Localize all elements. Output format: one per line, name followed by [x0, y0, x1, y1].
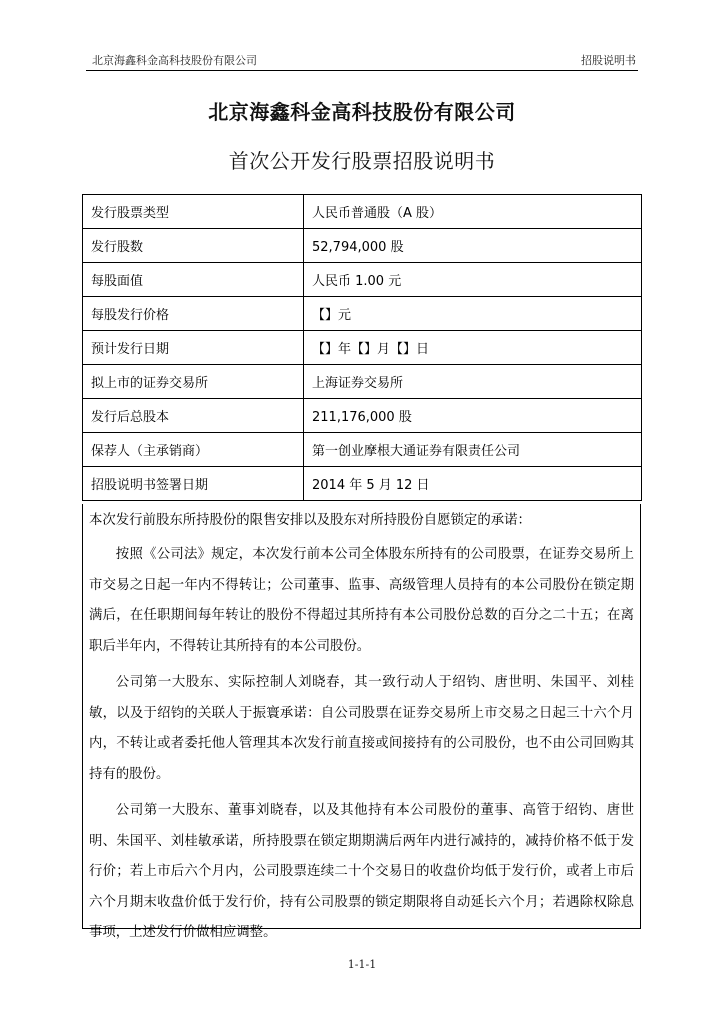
row-value: 人民币 1.00 元	[304, 263, 642, 297]
row-label: 每股面值	[83, 263, 304, 297]
table-row	[83, 365, 642, 399]
table-row	[83, 195, 642, 229]
row-value: 2014 年 5 月 12 日	[304, 467, 642, 501]
row-label: 发行后总股本	[83, 399, 304, 433]
lockup-commitments-box	[82, 504, 641, 940]
row-label: 每股发行价格	[83, 297, 304, 331]
row-label: 招股说明书签署日期	[83, 467, 304, 501]
row-value: 52,794,000 股	[304, 229, 642, 263]
page-header	[86, 48, 638, 71]
row-value: 211,176,000 股	[304, 399, 642, 433]
header-document-type: 招股说明书	[581, 54, 636, 67]
commitment-paragraph: 公司第一大股东、实际控制人刘晓春，其一致行动人于绍钧、唐世明、朱国平、刘桂敏，以及于绍钧的关联人于振寰承诺：自公司股票在证券交易所上市交易之日起三十六个月内，不转让或者委托他人管理其本次发行前直接或间接持有的公司股份，也不由公司回购其持有的股份。	[89, 675, 634, 782]
table-row	[83, 229, 642, 263]
table-row	[83, 433, 642, 467]
table-row	[83, 467, 642, 501]
row-value: 第一创业摩根大通证券有限责任公司	[304, 433, 642, 467]
company-title: 北京海鑫科金高科技股份有限公司	[208, 100, 516, 124]
commitment-paragraph: 按照《公司法》规定，本次发行前本公司全体股东所持有的公司股票，在证券交易所上市交易之日起一年内不得转让；公司董事、监事、高级管理人员持有的本公司股份在锁定期满后，在任职期间每年转让的股份不得超过其所持有本公司股份总数的百分之二十五；在离职后半年内，不得转让其所持有的本公司股份。	[89, 547, 634, 654]
row-value: 人民币普通股（A 股）	[304, 195, 642, 229]
row-value: 【】元	[304, 297, 642, 331]
offering-info-table	[82, 194, 642, 501]
row-label: 拟上市的证券交易所	[83, 365, 304, 399]
document-title: 首次公开发行股票招股说明书	[228, 149, 496, 173]
row-label: 发行股票类型	[83, 195, 304, 229]
table-row	[83, 331, 642, 365]
page-number: 1-1-1	[347, 958, 377, 971]
row-label: 预计发行日期	[83, 331, 304, 365]
commitment-paragraph: 公司第一大股东、董事刘晓春，以及其他持有本公司股份的董事、高管于绍钧、唐世明、朱国平、刘桂敏承诺，所持股票在锁定期期满后两年内进行减持的，减持价格不低于发行价；若上市后六个月内，公司股票连续二十个交易日的收盘价均低于发行价，或者上市后六个月期末收盘价低于发行价，持有公司股票的锁定期限将自动延长六个月；若遇除权除息事项，上述发行价做相应调整。	[89, 803, 634, 940]
row-label: 保荐人（主承销商）	[83, 433, 304, 467]
table-row	[83, 297, 642, 331]
table-row	[83, 263, 642, 297]
commitments-heading: 本次发行前股东所持股份的限售安排以及股东对所持股份自愿锁定的承诺：	[89, 513, 531, 528]
row-value: 上海证券交易所	[304, 365, 642, 399]
table-row	[83, 399, 642, 433]
header-company-name: 北京海鑫科金高科技股份有限公司	[92, 54, 257, 67]
row-label: 发行股数	[83, 229, 304, 263]
row-value: 【】年【】月【】日	[304, 331, 642, 365]
